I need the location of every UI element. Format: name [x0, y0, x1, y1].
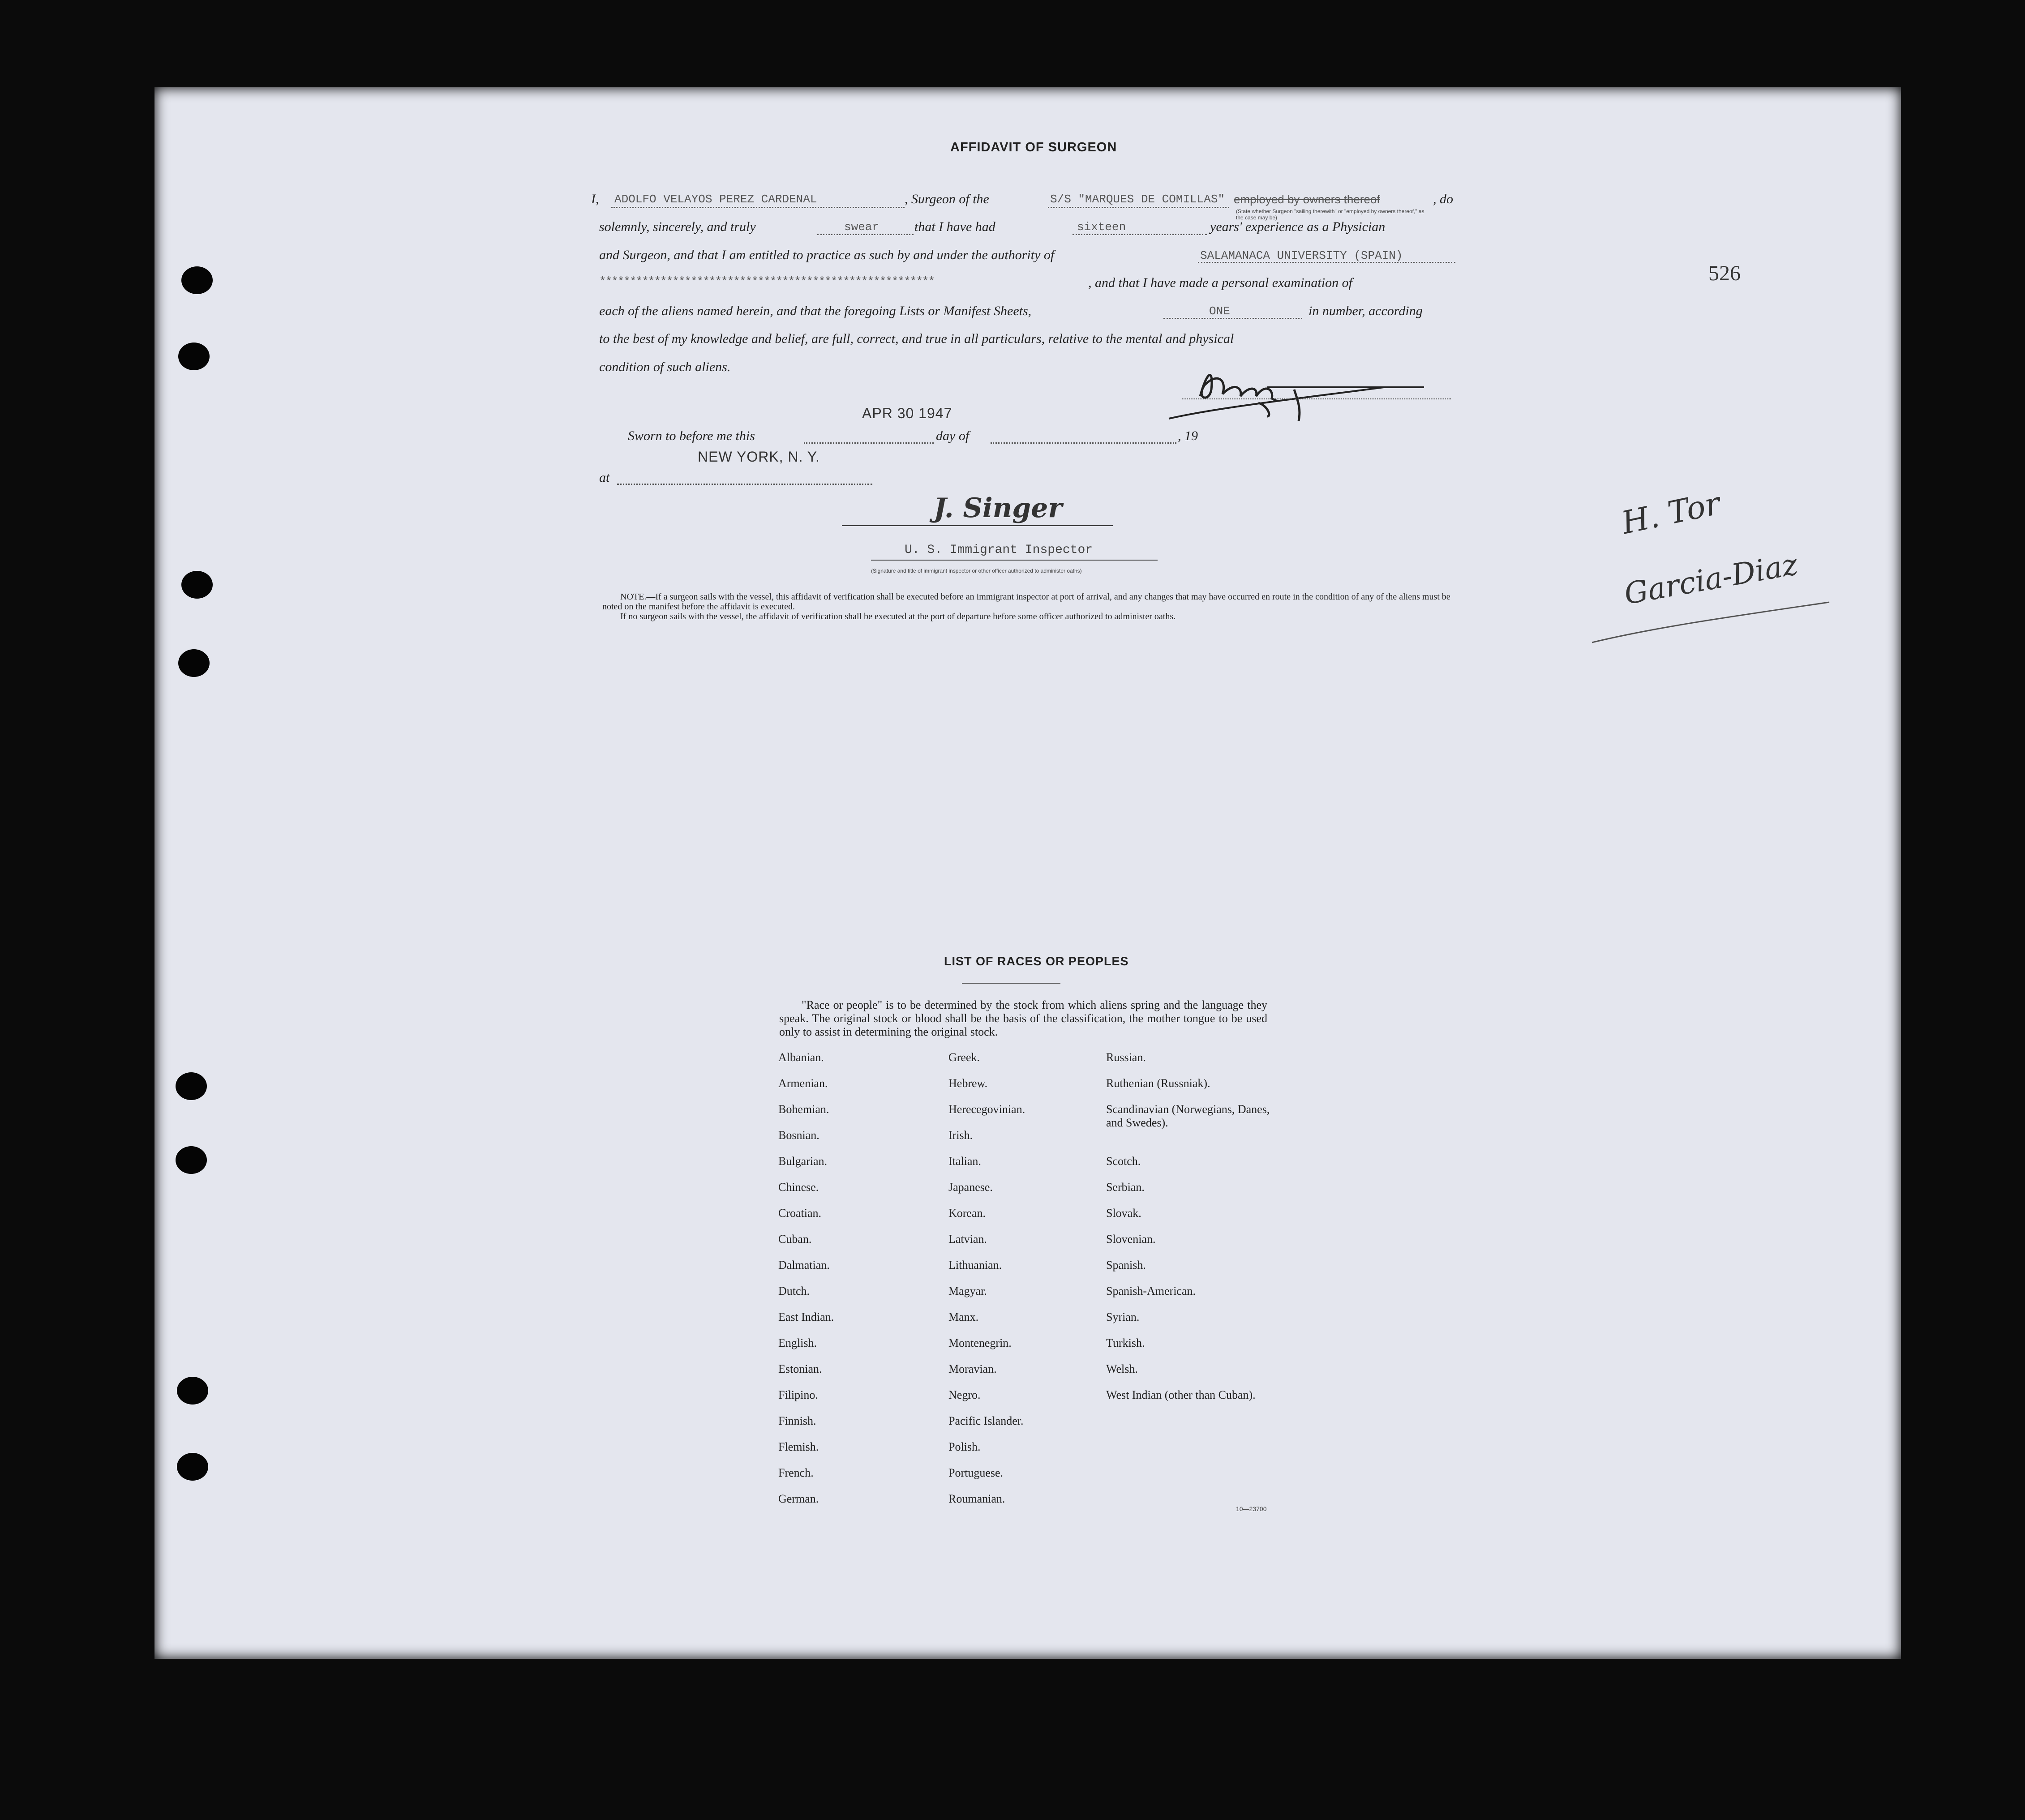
race-item: Finnish.	[778, 1414, 816, 1427]
race-item: Chinese.	[778, 1181, 819, 1194]
race-item: Bosnian.	[778, 1129, 819, 1142]
race-item: German.	[778, 1492, 819, 1505]
race-item: Korean.	[948, 1207, 986, 1220]
race-item: West Indian (other than Cuban).	[1106, 1388, 1256, 1401]
race-item: Herecegovinian.	[948, 1103, 1025, 1116]
surgeon-name: ADOLFO VELAYOS PEREZ CARDENAL	[614, 193, 817, 206]
races-col-2	[948, 1051, 1025, 1518]
form-code: 10—23700	[1236, 1505, 1267, 1512]
affidavit-note	[602, 592, 1455, 621]
line1-end: , do	[1433, 192, 1453, 206]
sworn-year-label: , 19	[1178, 428, 1198, 443]
line7: condition of such aliens.	[599, 360, 731, 374]
margin-note-2: Garcia-Diaz	[1622, 547, 1801, 612]
race-item: Slovenian.	[1106, 1233, 1156, 1246]
race-item: Japanese.	[948, 1181, 993, 1194]
punch-hole	[177, 1453, 208, 1481]
race-item: Slovak.	[1106, 1207, 1141, 1220]
inspector-hint: (Signature and title of immigrant inspector or other officer authorized to administer oaths)	[871, 568, 1082, 574]
authority-line	[1198, 262, 1455, 263]
races-intro: "Race or people" is to be determined by the stock from which aliens spring and the language they speak. The original stock or blood shall be the basis of the classification, the mother tongue to be used only to assist in determining the original stock.	[779, 998, 1267, 1038]
punch-hole	[176, 1072, 207, 1100]
race-item: Scotch.	[1106, 1155, 1141, 1168]
race-item: Hebrew.	[948, 1077, 988, 1090]
races-col-3	[1106, 1051, 1276, 1414]
race-item: Irish.	[948, 1129, 973, 1142]
oath-word: swear	[844, 220, 880, 234]
line5-end: in number, according	[1309, 304, 1423, 318]
surgeon-name-line	[611, 207, 905, 208]
race-item: Polish.	[948, 1440, 981, 1453]
race-item: Dalmatian.	[778, 1259, 830, 1272]
sworn-day-line	[804, 442, 934, 444]
race-item: Estonian.	[778, 1362, 822, 1375]
inspector-signature: J. Singer	[934, 492, 1062, 524]
inspector-title: U. S. Immigrant Inspector	[905, 543, 1093, 557]
race-item: Italian.	[948, 1155, 981, 1168]
margin-note-1: H. Tor	[1618, 484, 1724, 542]
authority: SALAMANACA UNIVERSITY (SPAIN)	[1200, 249, 1403, 262]
race-item: Filipino.	[778, 1388, 818, 1401]
place-stamp: NEW YORK, N. Y.	[698, 449, 820, 465]
race-item: Flemish.	[778, 1440, 819, 1453]
race-item: Serbian.	[1106, 1181, 1145, 1194]
oath-line	[817, 234, 914, 235]
at-label: at	[599, 470, 610, 485]
race-item: Roumanian.	[948, 1492, 1005, 1505]
place-line	[617, 484, 872, 485]
punch-hole	[177, 1377, 208, 1405]
affidavit-title: AFFIDAVIT OF SURGEON	[950, 140, 1117, 154]
line3-prefix: and Surgeon, and that I am entitled to practice as such by and under the authority of	[599, 248, 1055, 262]
note-line2: If no surgeon sails with the vessel, the affidavit of verification shall be executed at the port of departure before some officer authorized to administer oaths.	[620, 612, 1176, 621]
race-item: Bohemian.	[778, 1103, 829, 1116]
vessel-line	[1048, 207, 1229, 208]
line2-prefix: solemnly, sincerely, and truly	[599, 219, 756, 234]
race-item: Montenegrin.	[948, 1336, 1012, 1349]
race-item: French.	[778, 1466, 814, 1479]
surgeon-signature-line	[1182, 398, 1451, 399]
line2-end: years' experience as a Physician	[1210, 219, 1386, 234]
race-item: Turkish.	[1106, 1336, 1145, 1349]
race-item: Croatian.	[778, 1207, 822, 1220]
punch-hole	[178, 649, 210, 677]
line1-mid: , Surgeon of the	[905, 192, 989, 206]
years: sixteen	[1077, 220, 1126, 234]
line5-prefix: each of the aliens named herein, and that the foregoing Lists or Manifest Sheets,	[599, 304, 1032, 318]
race-item: Russian.	[1106, 1051, 1146, 1064]
sheets-line	[1163, 318, 1302, 319]
race-item: Welsh.	[1106, 1362, 1138, 1375]
race-item: Albanian.	[778, 1051, 824, 1064]
race-item: Syrian.	[1106, 1310, 1140, 1323]
line2-mid: that I have had	[914, 219, 995, 234]
race-item: Moravian.	[948, 1362, 997, 1375]
sheets-count: ONE	[1209, 304, 1230, 318]
race-item: Magyar.	[948, 1285, 987, 1298]
race-item: East Indian.	[778, 1310, 834, 1323]
employment-hint: (State whether Surgeon "sailing therewith" or "employed by owners thereof," as the case may be)	[1236, 208, 1424, 221]
race-item: Spanish-American.	[1106, 1285, 1196, 1298]
race-item: Pacific Islander.	[948, 1414, 1024, 1427]
sworn-day-label: day of	[936, 428, 970, 443]
race-item: Greek.	[948, 1051, 980, 1064]
race-item: Negro.	[948, 1388, 981, 1401]
years-line	[1073, 234, 1207, 235]
page-number: 526	[1708, 261, 1741, 285]
surgeon-signature	[1164, 354, 1433, 425]
punch-hole	[181, 571, 213, 599]
inspector-signature-line	[842, 525, 1113, 526]
line1-prefix: I,	[591, 192, 599, 206]
race-item: Manx.	[948, 1310, 979, 1323]
document-sheet	[154, 87, 1901, 1659]
races-col-1	[778, 1051, 834, 1518]
race-item: Lithuanian.	[948, 1259, 1002, 1272]
race-item: Armenian.	[778, 1077, 828, 1090]
vessel-name: S/S "MARQUES DE COMILLAS"	[1050, 193, 1225, 206]
race-item: English.	[778, 1336, 817, 1349]
race-item: Spanish.	[1106, 1259, 1146, 1272]
inspector-title-line	[871, 560, 1158, 561]
note-line1: NOTE.—If a surgeon sails with the vessel, this affidavit of verification shall be executed before an immigrant inspector at port of arrival, and any changes that may have occurred en route in the condition of any of the aliens must be noted on the manifest before the affidavit is executed.	[602, 592, 1450, 612]
margin-note-underline	[1590, 595, 1832, 649]
sworn-prefix: Sworn to before me this	[628, 428, 755, 443]
race-item: Latvian.	[948, 1233, 987, 1246]
race-item: Ruthenian (Russniak).	[1106, 1077, 1210, 1090]
employment: employed by owners thereof	[1234, 193, 1380, 206]
sworn-month-line	[991, 442, 1176, 444]
races-title: LIST OF RACES OR PEOPLES	[944, 955, 1129, 968]
races-title-rule	[962, 983, 1060, 984]
race-item: Bulgarian.	[778, 1155, 828, 1168]
line4-end: , and that I have made a personal examination of	[1088, 275, 1352, 290]
line4-fill: *******************************************************	[599, 275, 935, 288]
punch-hole	[178, 343, 210, 370]
date-stamp: APR 30 1947	[862, 405, 952, 421]
race-item: Cuban.	[778, 1233, 812, 1246]
race-item: Dutch.	[778, 1285, 810, 1298]
punch-hole	[181, 266, 213, 294]
punch-hole	[176, 1146, 207, 1174]
race-item: Scandinavian (Norwegians, Danes, and Swedes).	[1106, 1103, 1270, 1129]
line6: to the best of my knowledge and belief, are full, correct, and true in all particulars, relative to the mental and physical	[599, 331, 1234, 346]
race-item: Portuguese.	[948, 1466, 1004, 1479]
